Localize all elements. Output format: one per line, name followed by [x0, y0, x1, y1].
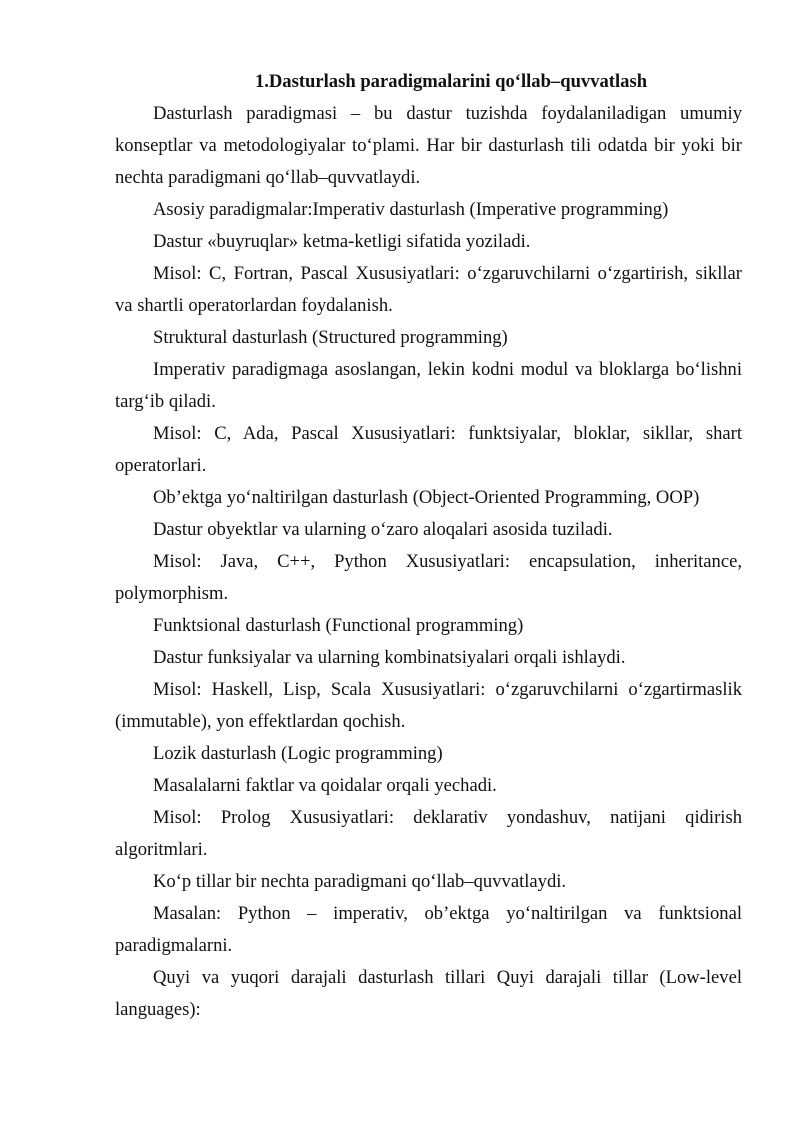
paragraph-structured-heading: Struktural dasturlash (Structured programming)	[153, 327, 508, 348]
paragraph-functional-heading: Funktsional dasturlash (Functional programming)	[153, 615, 524, 636]
paragraph-functional-desc: Dastur funksiyalar va ularning kombinatsiyalari orqali ishlaydi.	[153, 647, 626, 668]
paragraph-python-example: Masalan: Python – imperativ, ob’ektga yo‘naltirilgan va funktsional paradigmalarni.	[115, 903, 742, 956]
paragraph-multi-paradigm: Ko‘p tillar bir nechta paradigmani qo‘llab–quvvatlaydi.	[153, 871, 567, 892]
paragraph-logic-desc: Masalalarni faktlar va qoidalar orqali yechadi.	[153, 775, 497, 796]
paragraph-logic-heading: Lozik dasturlash (Logic programming)	[153, 743, 443, 764]
paragraph-language-levels: Quyi va yuqori darajali dasturlash tillari Quyi darajali tillar (Low-level languages):	[115, 967, 742, 1020]
paragraph-functional-example: Misol: Haskell, Lisp, Scala Xususiyatlari: o‘zgaruvchilarni o‘zgartirmaslik (immutable), yon effektlardan qochish.	[115, 679, 742, 732]
paragraph-logic-example: Misol: Prolog Xususiyatlari: deklarativ yondashuv, natijani qidirish algoritmlari.	[115, 807, 742, 860]
paragraph-oop-heading: Ob’ektga yo‘naltirilgan dasturlash (Object-Oriented Programming, OOP)	[153, 487, 700, 508]
paragraph-oop-desc: Dastur obyektlar va ularning o‘zaro aloqalari asosida tuziladi.	[153, 519, 613, 540]
paragraph-oop-example: Misol: Java, C++, Python Xususiyatlari: encapsulation, inheritance, polymorphism.	[115, 551, 742, 604]
paragraph-definition: Dasturlash paradigmasi – bu dastur tuzishda foydalaniladigan umumiy konseptlar va metodologiyalar to‘plami. Har bir dasturlash tili odatda bir yoki bir nechta paradigmani qo‘llab–quvvatlaydi.	[115, 103, 742, 188]
paragraph-main-paradigms: Asosiy paradigmalar:Imperativ dasturlash (Imperative programming)	[153, 199, 669, 220]
paragraph-structured-desc: Imperativ paradigmaga asoslangan, lekin kodni modul va bloklarga bo‘lishni targ‘ib qiladi.	[115, 359, 742, 412]
paragraph-imperative-example: Misol: C, Fortran, Pascal Xususiyatlari: o‘zgaruvchilarni o‘zgartirish, sikllar va shartli operatorlardan foydalanish.	[115, 263, 742, 316]
paragraph-imperative-desc: Dastur «buyruqlar» ketma-ketligi sifatida yoziladi.	[153, 231, 531, 252]
section-title: 1.Dasturlash paradigmalarini qo‘llab–quvvatlash	[254, 71, 648, 92]
paragraph-structured-example: Misol: C, Ada, Pascal Xususiyatlari: funktsiyalar, bloklar, sikllar, shart operatorlari.	[115, 423, 742, 476]
document-body	[115, 66, 742, 1026]
